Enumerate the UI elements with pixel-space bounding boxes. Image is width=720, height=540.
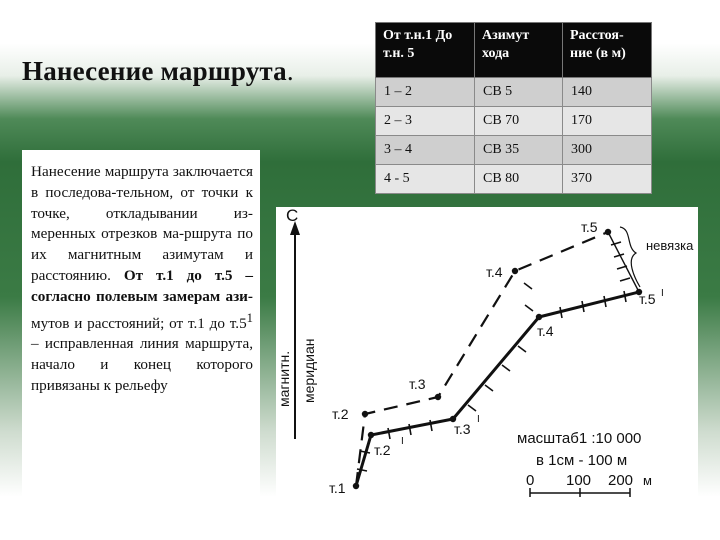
meridian-label-2: меридиан: [301, 338, 317, 403]
measured-route-line: [356, 232, 608, 486]
label-p4-corrected: т.4: [537, 323, 554, 339]
label-p1: т.1: [329, 480, 346, 496]
label-p3-corrected: т.3: [454, 421, 471, 437]
header-azimuth: Азимут хода: [475, 23, 563, 78]
description-text: Нанесение маршрута заключается в последова-тельном, от точки к точке, откладывании из-меренных отрезков ма-ршрута по их магнитным азимутам и расстоянию. От т.1 до т.5 – согласно полевым замерам ази-мутов и расстояний; от т.1 до $т.5^1$ – исправленная линия маршрута, начало и конец которого привязаны к рельефу: [22, 150, 260, 504]
table-row: 3 – 4 СВ 35 300: [376, 136, 652, 165]
scale-tick-200: 200: [608, 472, 634, 489]
label-p2: т.2: [332, 406, 349, 422]
misclosure-line: [608, 232, 639, 292]
route-table: [375, 22, 652, 194]
scale-bar: [530, 488, 630, 497]
scale-ratio: масштаб1 :10 000: [517, 430, 642, 447]
table-row: 2 – 3 СВ 70 170: [376, 107, 652, 136]
page-title: Нанесение маршрута.: [22, 56, 294, 86]
table-row: 4 - 5 СВ 80 370: [376, 165, 652, 194]
route-diagram-svg: [276, 207, 698, 499]
label-p3-prime: I: [477, 414, 480, 425]
label-p2-corrected: т.2: [374, 442, 391, 458]
route-diagram: [276, 207, 698, 499]
label-p5-prime: I: [661, 288, 664, 299]
meridian-label-1: магнитн.: [276, 350, 292, 407]
label-p4: т.4: [486, 264, 503, 280]
nevyazka-label: невязка: [646, 238, 694, 253]
table-row: 1 – 2 СВ 5 140: [376, 78, 652, 107]
header-distance: Расстоя-ние (в м): [563, 23, 652, 78]
scale-tick-100: 100: [566, 472, 592, 489]
description-bold: От т.1 до т.5 – согласно полевым замерам ази-: [31, 266, 253, 305]
label-p5-corrected: т.5: [639, 291, 656, 307]
scale-tick-0: 0: [526, 472, 535, 489]
label-p5: т.5: [581, 219, 598, 235]
north-label: С: [286, 207, 299, 225]
label-p3: т.3: [409, 376, 426, 392]
scale-unit: м: [643, 473, 652, 488]
scale-unit-text: в 1см - 100 м: [536, 452, 628, 469]
label-p2-prime: I: [401, 436, 404, 447]
header-points: От т.н.1 До т.н. 5: [376, 23, 475, 78]
